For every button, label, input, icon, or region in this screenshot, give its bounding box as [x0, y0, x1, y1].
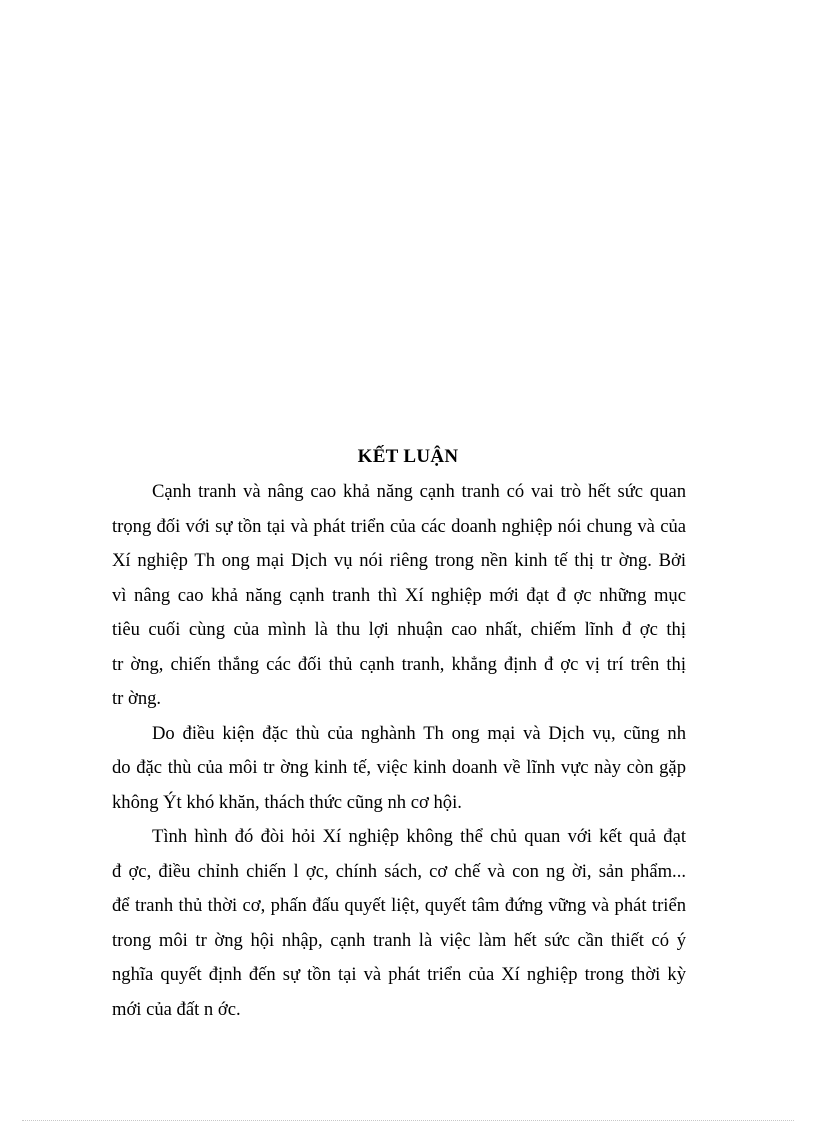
text-line: Tình hình đó đòi hỏi Xí nghiệp không thể chủ quan với kết quả đạt	[152, 826, 686, 847]
text-line: Cạnh tranh và nâng cao khả năng cạnh tranh có vai trò hết sức quan	[152, 481, 686, 502]
text-line: không Ýt khó khăn, thách thức cũng nh cơ hội.	[112, 791, 462, 813]
text-line: Xí nghiệp Th ong mại Dịch vụ nói riêng trong nền kinh tế thị tr ờng. Bởi	[112, 550, 686, 571]
text-line: tr ờng.	[112, 688, 162, 709]
text-line: đ ợc, điều chỉnh chiến l ợc, chính sách, cơ chế và con ng ời, sản phẩm...	[112, 860, 686, 882]
text-line: Do điều kiện đặc thù của nghành Th ong mại và Dịch vụ, cũng nh	[152, 722, 686, 744]
text-line: trong môi tr ờng hội nhập, cạnh tranh là việc làm hết sức cần thiết có ý	[112, 929, 686, 951]
paragraph-2	[112, 717, 686, 821]
text-line: nghĩa quyết định đến sự tồn tại và phát triển của Xí nghiệp trong thời kỳ	[112, 964, 686, 985]
text-line: mới của đất n ớc.	[112, 998, 241, 1020]
page-title: KẾT LUẬN	[357, 446, 459, 467]
paragraph-1	[112, 475, 686, 717]
text-line: trọng đối với sự tồn tại và phát triển của các doanh nghiệp nói chung và của	[112, 515, 686, 537]
document-body	[112, 475, 686, 1027]
text-line: vì nâng cao khả năng cạnh tranh thì Xí nghiệp mới đạt đ ợc những mục	[112, 584, 686, 606]
text-line: để tranh thủ thời cơ, phấn đấu quyết liệt, quyết tâm đứng vững và phát triển	[112, 895, 686, 916]
page-bottom-divider	[22, 1120, 794, 1121]
text-line: tr ờng, chiến thắng các đối thủ cạnh tranh, khẳng định đ ợc vị trí trên thị	[112, 653, 686, 675]
text-line: tiêu cuối cùng của mình là thu lợi nhuận cao nhất, chiếm lĩnh đ ợc thị	[112, 619, 686, 640]
paragraph-3	[112, 820, 686, 1027]
text-line: do đặc thù của môi tr ờng kinh tế, việc kinh doanh về lĩnh vực này còn gặp	[112, 757, 686, 778]
